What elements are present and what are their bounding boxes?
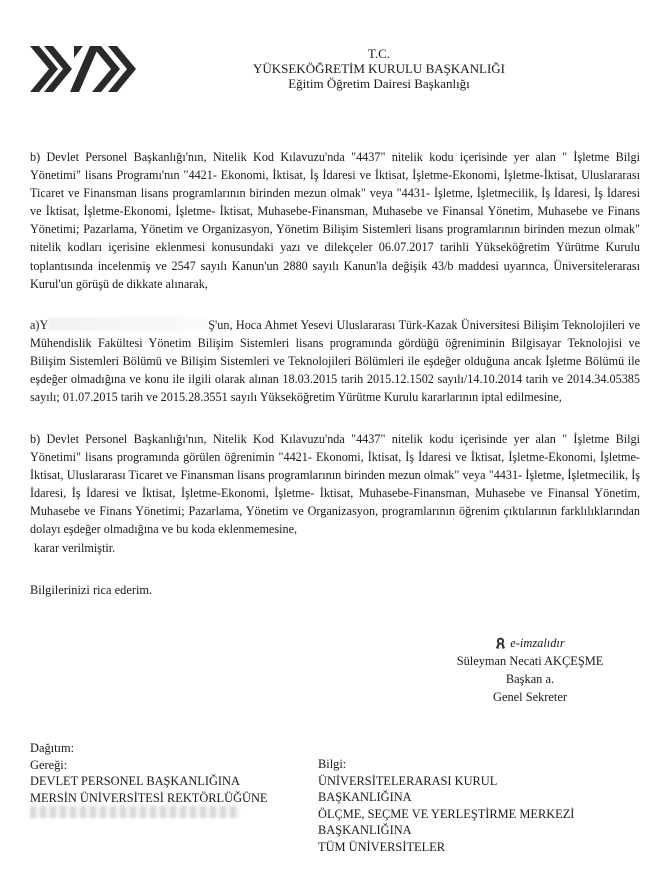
redacted-name <box>48 317 208 331</box>
paragraph-a-prefix: a)Y <box>30 318 49 332</box>
geregi-recipient: MERSİN ÜNİVERSİTESİ REKTÖRLÜĞÜNE <box>30 790 268 805</box>
letterhead <box>236 46 522 91</box>
geregi-label: Gereği: <box>30 757 68 772</box>
paragraph-a <box>30 316 640 406</box>
bilgi-recipient: BAŞKANLIĞINA <box>318 790 412 804</box>
paragraph-b-second <box>30 430 640 557</box>
bilgi-recipient: ÜNİVERSİTELERARASI KURUL <box>318 773 498 788</box>
geregi-recipient: DEVLET PERSONEL BAŞKANLIĞINA <box>30 774 240 788</box>
closing-line: Bilgilerinizi rica ederim. <box>30 583 153 597</box>
e-signature-note <box>430 634 630 652</box>
bilgi-recipient: BAŞKANLIĞINA <box>318 823 412 837</box>
distribution-heading: Dağıtım: <box>30 741 75 755</box>
signature-block <box>430 634 630 706</box>
header-institution: YÜKSEKÖĞRETİM KURULU BAŞKANLIĞI <box>252 61 506 76</box>
bilgi-list <box>318 756 574 855</box>
paragraph-a-text: Ş'un, Hoca Ahmet Yesevi Uluslararası Türk-Kazak Üniversitesi Bilişim Teknolojileri ve Mühendislik Fakültesi Yönetim Bilişim Sistemleri lisans programında gördüğü öğreniminin Bilgisayar Teknolojisi ve Bilişim Sistemleri Bölümü ve Bilişim Sistemleri ve Teknolojileri Bölümleri ile eşdeğer olduğuna ancak İşletme Bölümü ile eşdeğer olmadığına ve konu ile ilgili olarak alınan 18.03.2015 tarih 2015.12.1502 sayılı/14.10.2014 tarih ve 2014.34.05385 sayılı; 01.07.2015 tarih ve 2015.28.3551 sayılı Yükseköğretim Yürütme Kurulu kararlarının iptal edilmesine, <box>30 318 640 405</box>
bilgi-recipient: TÜM ÜNİVERSİTELER <box>318 839 445 854</box>
paragraph-b-first: b) Devlet Personel Başkanlığı'nın, Nitelik Kod Kılavuzu'nda "4437" nitelik kodu içerisinde yer alan " İşletme Bilgi Yönetimi" lisans Programı'nın "4421- Ekonomi, İktisat, İş İdaresi ve İktisat, İşletme-Ekonomi, İşletme-İktisat, Uluslararası Ticaret ve Finansman lisans programlarının birinden mezun olmak" veya "4431- İşletme, İşletmecilik, İş İdaresi, İş İdaresi ve İktisat, İşletme-Ekonomi, İşletme- İktisat, Muhasebe-Finansman, Muhasebe ve Finansal Yönetim, Muhasebe ve Finans Yönetimi; Pazarlama, Yönetim ve Organizasyon, Yönetim Bilişim Sistemleri lisans programlarının birinden mezun olmak" nitelik kodları içerisine eklenmesi konusundaki yazı ve dilekçeler 06.07.2017 tarihli Yükseköğretim Yürütme Kurulu toplantısında incelenmiş ve 2547 sayılı Kanun'un 2880 sayılı Kanun'la değişik 43/b maddesi uyarınca, Üniversitelerarası Kurul'un görüşü de dikkate alınarak, <box>30 150 640 291</box>
bilgi-label: Bilgi: <box>318 757 347 771</box>
signatory-position: Genel Sekreter <box>493 690 567 704</box>
e-signature-label: e-imzalıdır <box>510 636 565 650</box>
redacted-recipient <box>30 806 267 823</box>
distribution-list <box>30 740 267 823</box>
bilgi-recipient: ÖLÇME, SEÇME VE YERLEŞTİRME MERKEZİ <box>318 806 575 821</box>
decision-line: karar verilmiştir. <box>34 540 116 555</box>
signatory-title: Başkan a. <box>505 672 555 686</box>
paragraph-b-second-text: b) Devlet Personel Başkanlığı'nın, Nitelik Kod Kılavuzu'nda "4437" nitelik kodu içerisinde yer alan " İşletme Bilgi Yönetimi" lisans programında görülen öğrenimin "4421- Ekonomi, İktisat, İş İdaresi ve İktisat, İşletme-Ekonomi, İşletme-İktisat, Uluslararası Ticaret ve Finansman lisans programlarının birinden mezun olmak" veya "4431- İşletme, İşletmecilik, İş İdaresi, İş İdaresi ve İktisat, İşletme-Ekonomi, İşletme- İktisat, Muhasebe-Finansman, Muhasebe ve Finansal Yönetim, Muhasebe ve Finans Yönetimi; Pazarlama, Yönetim ve Organizasyon, programlarının öğrenim çıktılarının farklılıklarından dolayı eşdeğer olmadığına ve bu koda eklenmemesine, <box>30 432 640 537</box>
yok-logo-icon <box>30 46 140 92</box>
header-department: Eğitim Öğretim Dairesi Başkanlığı <box>288 76 470 91</box>
signatory-name: Süleyman Necati AKÇEŞME <box>456 654 604 668</box>
header-line-tc: T.C. <box>367 46 391 61</box>
e-signature-icon <box>495 637 506 649</box>
